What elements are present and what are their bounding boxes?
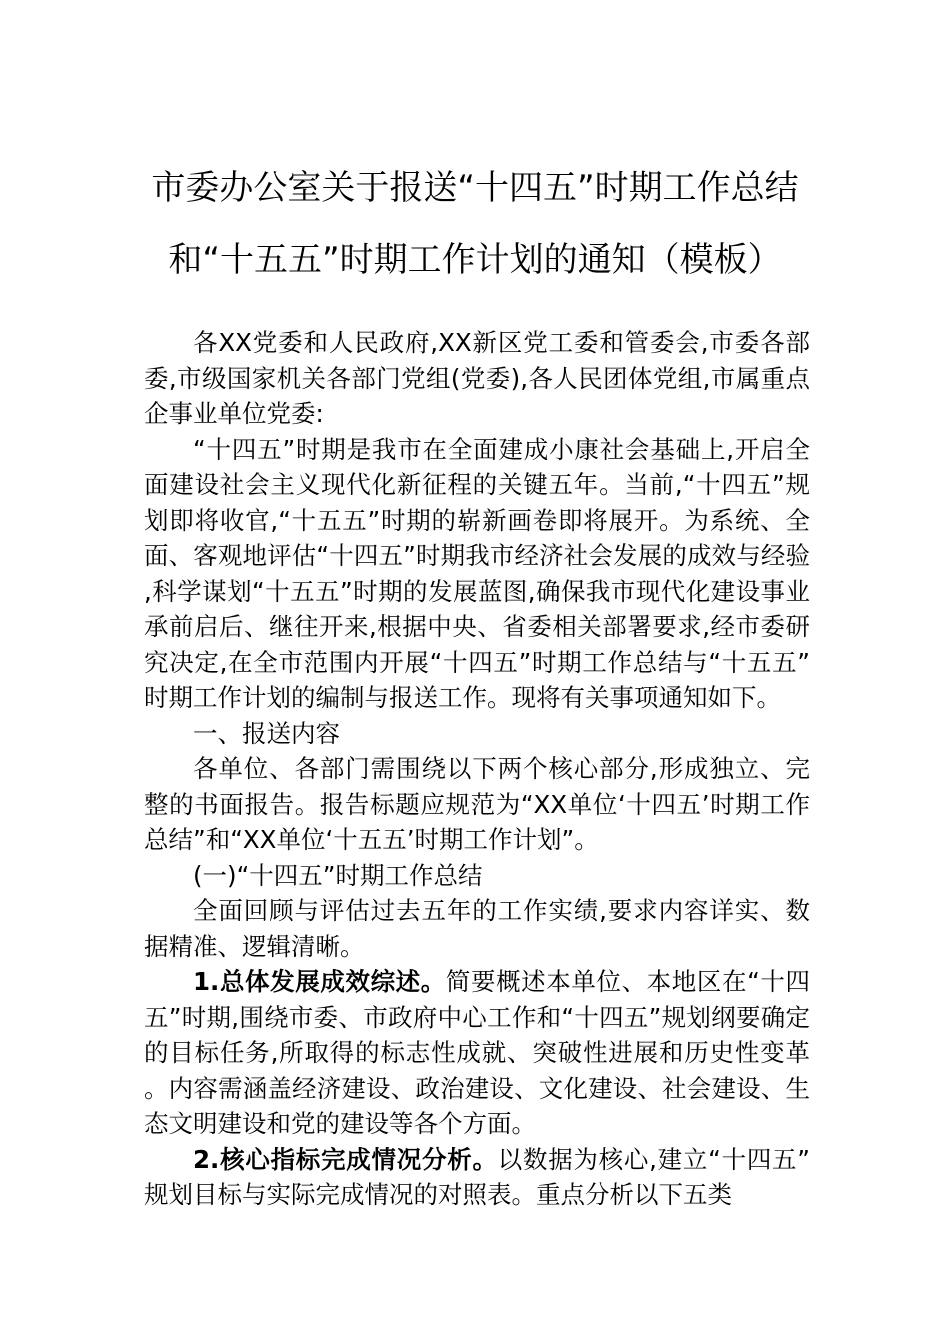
document-title-line-2: 和“十五五”时期工作计划的通知（模板） [168, 240, 782, 280]
section-1-heading: 一、报送内容 [193, 718, 340, 748]
item-1-paragraph [144, 964, 810, 1142]
subsection-1-paragraph: 全面回顾与评估过去五年的工作实绩,要求内容详实、数据精准、逻辑清晰。 [144, 896, 810, 961]
item-2-paragraph [144, 1142, 810, 1213]
document-title-line-1: 市委办公室关于报送“十四五”时期工作总结 [151, 168, 799, 208]
subsection-1-heading: (一)“十四五”时期工作总结 [193, 860, 483, 890]
section-1-paragraph: 各单位、各部门需围绕以下两个核心部分,形成独立、完整的书面报告。报告标题应规范为“XX单位‘十四五’时期工作总结”和“XX单位‘十五五’时期工作计划”。 [144, 754, 810, 854]
item-2-lead: 2.核心指标完成情况分析。 [193, 1144, 498, 1174]
item-2-text: 以数据为核心,建立“十四五”规划目标与实际完成情况的对照表。重点分析以下五类 [144, 1144, 810, 1209]
salutation-paragraph: 各XX党委和人民政府,XX新区党工委和管委会,市委各部委,市级国家机关各部门党组(党委),各人民团体党组,市属重点企事业单位党委: [144, 328, 810, 428]
intro-paragraph: “十四五”时期是我市在全面建成小康社会基础上,开启全面建设社会主义现代化新征程的关键五年。当前,“十四五”规划即将收官,“十五五”时期的崭新画卷即将展开。为系统、全面、客观地评估“十四五”时期我市经济社会发展的成效与经验,科学谋划“十五五”时期的发展蓝图,确保我市现代化建设事业承前启后、继往开来,根据中央、省委相关部署要求,经市委研究决定,在全市范围内开展“十四五”时期工作总结与“十五五”时期工作计划的编制与报送工作。现将有关事项通知如下。 [144, 434, 810, 712]
item-1-lead: 1.总体发展成效综述。 [193, 967, 446, 996]
item-1-text: 简要概述本单位、本地区在“十四五”时期,围绕市委、市政府中心工作和“十四五”规划纲要确定的目标任务,所取得的标志性成就、突破性进展和历史性变革。内容需涵盖经济建设、政治建设、文化建设、社会建设、生态文明建设和党的建设等各个方面。 [144, 967, 810, 1138]
document-body [144, 325, 810, 1213]
